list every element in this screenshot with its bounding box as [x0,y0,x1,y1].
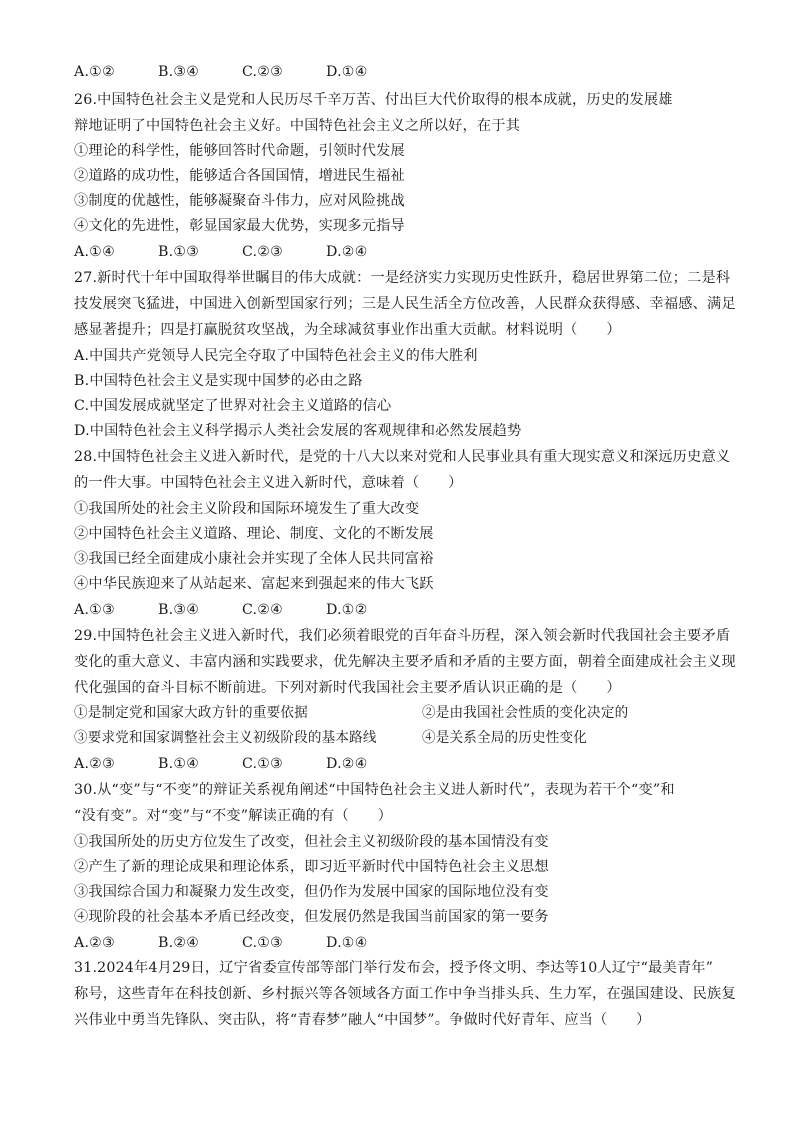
text-line: D.中国特色社会主义科学揭示人类社会发展的客观规律和必然发展趋势 [74,423,522,439]
text-line: 变化的重大意义、丰富内涵和实践要求，优先解决主要矛盾和矛盾的主要方面，朝着全面建成社会主义现 [74,654,736,670]
answer-option: C.①③ [242,935,284,951]
statement-item: ②是由我国社会性质的变化决定的 [422,705,629,721]
text-line: “没有变”。对“变”与“不变”解读正确的有（ ） [74,808,393,824]
text-line: B.中国特色社会主义是实现中国梦的必由之路 [74,373,363,389]
text-line: 称号，这些青年在科技创新、乡村振兴等各领域各方面工作中争当排头兵、生力军，在强国建设、民族复 [74,986,736,1002]
statement-item: ④是关系全局的历史性变化 [422,730,588,746]
answer-options [74,242,410,262]
text-line: ①理论的科学性，能够回答时代命题，引领时代发展 [74,143,405,159]
answer-option: C.②④ [242,602,284,618]
text-line: ④文化的先进性，彰显国家最大优势，实现多元指导 [74,218,405,234]
text-line: ②产生了新的理论成果和理论体系，即习近平新时代中国特色社会主义思想 [74,859,549,875]
text-line: 28.中国特色社会主义进入新时代，是党的十八大以来对党和人民事业具有重大现实意义和深远历史意义 [74,449,731,465]
statement-pair [74,728,770,748]
answer-option: D.①② [326,602,368,618]
text-line: 27.新时代十年中国取得举世瞩目的伟大成就：一是经济实力实现历史性跃升，稳居世界第二位；二是科 [74,270,731,286]
answer-options [74,600,410,620]
answer-option: A.①④ [74,244,115,260]
answer-option: A.②③ [74,935,115,951]
text-line: 31.2024年4月29日，辽宁省委宣传部等部门举行发布会，授予佟文明、李达等10人辽宁“最美青年” [74,960,714,976]
answer-option: C.①③ [242,756,284,772]
text-line: ④现阶段的社会基本矛盾已经改变，但发展仍然是我国当前国家的第一要务 [74,909,549,925]
text-line: 感显著提升；四是打赢脱贫攻坚战，为全球减贫事业作出重大贡献。材料说明（ ） [74,322,621,338]
answer-option: B.③④ [158,64,200,80]
text-line: A.中国共产党领导人民完全夺取了中国特色社会主义的伟大胜利 [74,348,478,364]
text-line: ①我国所处的社会主义阶段和国际环境发生了重大改变 [74,501,420,517]
answer-option: D.②④ [326,756,368,772]
answer-option: C.②③ [242,244,284,260]
text-line: ④中华民族迎来了从站起来、富起来到强起来的伟大飞跃 [74,576,434,592]
text-line: 26.中国特色社会主义是党和人民历尽千辛万苦、付出巨大代价取得的根本成就，历史的发展雄 [74,92,673,108]
answer-option: B.①④ [158,756,200,772]
text-line: ①我国所处的历史方位发生了改变，但社会主义初级阶段的基本国情没有变 [74,834,549,850]
answer-option: C.②③ [242,64,284,80]
text-line: 29.中国特色社会主义进入新时代，我们必须着眼党的百年奋斗历程，深入领会新时代我国社会主要矛盾 [74,628,731,644]
text-line: ③我国已经全面建成小康社会并实现了全体人民共同富裕 [74,551,434,567]
text-line: ②中国特色社会主义道路、理论、制度、文化的不断发展 [74,526,434,542]
answer-options [74,62,410,82]
statement-item: ①是制定党和国家大政方针的重要依据 [74,705,308,721]
text-line: 的一件大事。中国特色社会主义进入新时代，意味着（ ） [74,475,463,491]
statement-item: ③要求党和国家调整社会主义初级阶段的基本路线 [74,730,377,746]
answer-option: B.①③ [158,244,200,260]
answer-option: A.①② [74,64,115,80]
text-line: 技发展突飞猛进，中国进入创新型国家行列；三是人民生活全方位改善，人民群众获得感、幸福感、满足 [74,296,736,312]
answer-option: D.①④ [326,935,368,951]
text-line: ②道路的成功性，能够适合各国国情，增进民生福祉 [74,168,405,184]
text-line: 30.从“变”与“不变”的辩证关系视角阐述“中国特色社会主义进人新时代”，表现为若干个“变”和 [74,782,675,798]
answer-option: A.①③ [74,602,115,618]
text-line: 兴伟业中勇当先锋队、突击队，将“青春梦”融人“中国梦”。争做时代好青年、应当（ ） [74,1012,651,1028]
text-line: 辩地证明了中国特色社会主义好。中国特色社会主义之所以好，在于其 [74,118,521,134]
answer-option: B.③④ [158,602,200,618]
answer-option: B.②④ [158,935,200,951]
text-line: ③制度的优越性，能够凝聚奋斗伟力，应对风险挑战 [74,193,405,209]
answer-options [74,933,410,953]
answer-option: A.②③ [74,756,115,772]
text-line: C.中国发展成就坚定了世界对社会主义道路的信心 [74,398,392,414]
text-line: 代化强国的奋斗目标不断前进。下列对新时代我国社会主要矛盾认识正确的是（ ） [74,680,621,696]
text-line: ③我国综合国力和凝聚力发生改变，但仍作为发展中国家的国际地位没有变 [74,884,549,900]
answer-options [74,754,410,774]
answer-option: D.①④ [326,64,368,80]
statement-pair [74,703,770,723]
answer-option: D.②④ [326,244,368,260]
